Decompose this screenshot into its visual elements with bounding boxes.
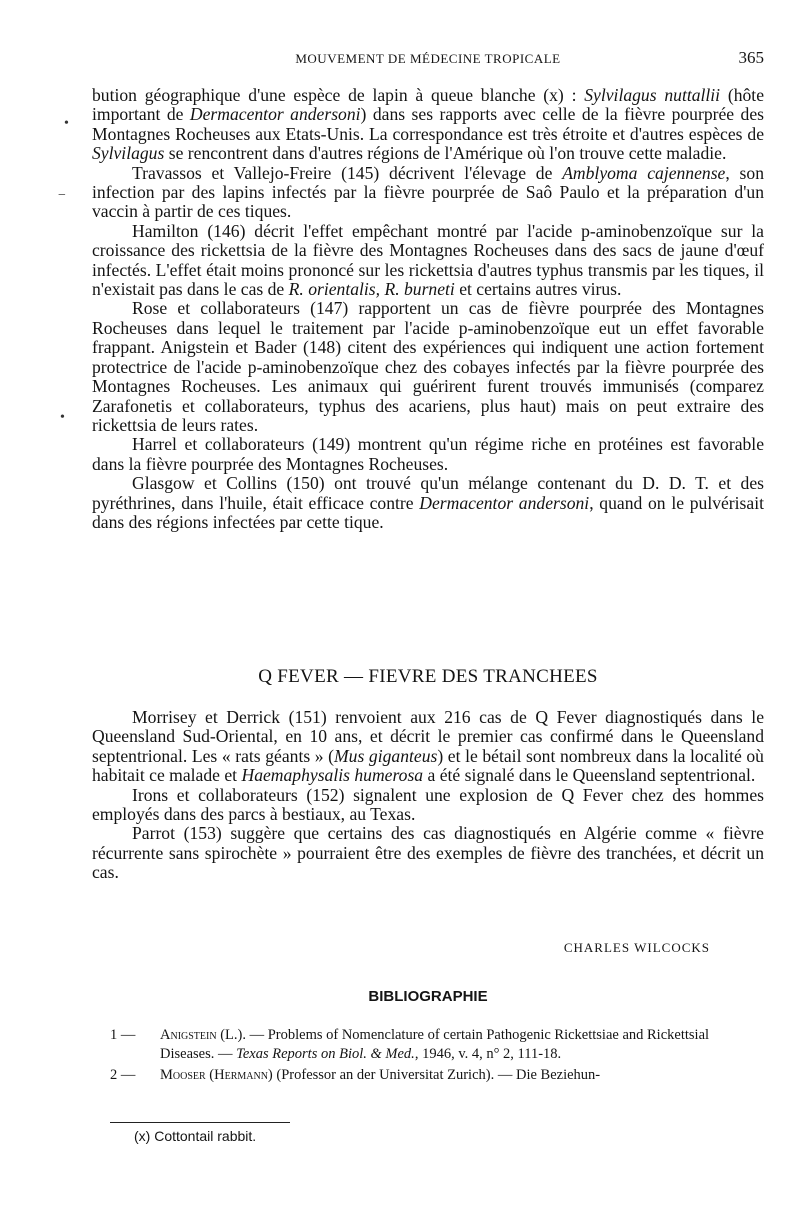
species-name: Mus giganteus [334,745,438,766]
bibliography [100,1026,740,1087]
paragraph: bution géographique d'une espèce de lapin à queue blanche (x) : Sylvilagus nuttallii (hôte important de Dermacentor andersoni) dans ses rapports avec celle de la fièvre pourprée des Montagnes Rocheuses aux Etats-Unis. La correspondance est très étroite et d'autres espèces de Sylvilagus se rencontrent dans d'autres régions de l'Amérique où l'on trouve cette maladie. [92,85,765,164]
paragraph: Hamilton (146) décrit l'effet empêchant montré par l'acide p-aminobenzoïque sur la croissance des rickettsia de la fièvre des Montagnes Rocheuses dans des sacs de jaune d'œuf infectés. L'effet était moins prononcé sur les rickettsia d'autres typhus transmis par les tiques, il n'existait pas dans le cas de R. orientalis, R. burneti et certains autres virus. [92,220,764,300]
paragraph: Morrisey et Derrick (151) renvoient aux 216 cas de Q Fever diagnostiqués dans le Queensland Sud-Oriental, en 10 ans, et décrit le premier cas confirmé dans le Queensland septentrional. Les « rats géants » (Mus giganteus) et le bétail sont nombreux dans la localité où habitait ce malade et Haemaphysalis humerosa a été signalé dans le Queensland septentrional. [92,707,764,786]
paragraph: Glasgow et Collins (150) ont trouvé qu'un mélange contenant du D. D. T. et des pyréthrines, dans l'huile, était efficace contre Dermacentor andersoni, quand on le pulvérisait dans des régions infectées par cette tique. [92,473,764,532]
running-title: MOUVEMENT DE MÉDECINE TROPICALE [295,51,561,66]
paragraph: Parrot (153) suggère que certains des cas diagnostiqués en Algérie comme « fièvre récurrente sans spirochète » pourraient être des exemples de fièvre des tranchées, et décrit un cas. [92,823,764,883]
paragraph: Irons et collaborateurs (152) signalent une explosion de Q Fever chez des hommes employés dans des parcs à bestiaux, au Texas. [92,784,764,825]
entry-author: Anigstein (L.). [160,1027,246,1043]
species-name: Dermacentor andersoni [189,104,361,125]
footnote: (x) Cottontail rabbit. [134,1128,257,1144]
species-name: Haemaphysalis humerosa [241,765,424,786]
species-name: Dermacentor andersoni [419,492,590,513]
page-number: 365 [738,48,764,67]
bibliography-entry: 1 — Anigstein (L.). — Problems of Nomenclature of certain Pathogenic Rickettsiae and Rickettsial Diseases. — Texas Reports on Biol. & Med., 1946, v. 4, n° 2, 111-18. [110,1027,710,1062]
running-header [92,48,764,70]
margin-mark: • [60,410,65,425]
paragraph: Travassos et Vallejo-Freire (145) décrivent l'élevage de Amblyoma cajennense, son infection par des lapins infectés par la fièvre pourprée de Saô Paulo et la préparation d'un vaccin à partir de ces tiques. [92,162,764,222]
q-fever-text [92,708,764,883]
footnote-divider [110,1122,290,1123]
section-heading: Q FEVER — FIEVRE DES TRANCHEES [258,666,598,687]
entry-number: 1 — [110,1027,136,1043]
margin-mark: − [58,188,66,203]
bibliography-entry: 2 — Mooser (Hermann) (Professor an der Universitat Zurich). — Die Beziehun- [110,1067,601,1083]
paragraph: Harrel et collaborateurs (149) montrent qu'un régime riche en protéines est favorable dans la fièvre pourprée des Montagnes Rocheuses. [92,434,764,474]
bibliography-heading: BIBLIOGRAPHIE [368,988,488,1005]
paragraph: Rose et collaborateurs (147) rapportent un cas de fièvre pourprée des Montagnes Rocheuses dans lequel le traitement par l'acide p-aminobenzoïque eut un effet favorable frappant. Anigstein et Bader (148) citent des expériences qui indiquent une action fortement protectrice de l'acide p-aminobenzoïque chez des cobayes infectés par la fièvre pourprée des Montagnes Rocheuses. Les animaux qui guérirent furent trouvés immunisés (comparez Zarafonetis et collaborateurs, typhus des acariens, plus haut) mais on peut extraire des rickettsia de leurs rates. [92,298,764,435]
species-name: R. orientalis, R. burneti [288,279,455,300]
entry-author: Mooser (Hermann) [160,1067,273,1083]
body-text [92,86,764,532]
species-name: Sylvilagus [92,143,165,164]
species-name: Amblyoma cajennense [562,162,726,183]
author-signature: CHARLES WILCOCKS [563,940,710,955]
species-name: Sylvilagus nuttallii [584,85,721,105]
margin-mark: • [64,116,69,131]
entry-number: 2 — [110,1067,136,1083]
journal-title: Texas Reports on Biol. & Med. [236,1046,415,1062]
